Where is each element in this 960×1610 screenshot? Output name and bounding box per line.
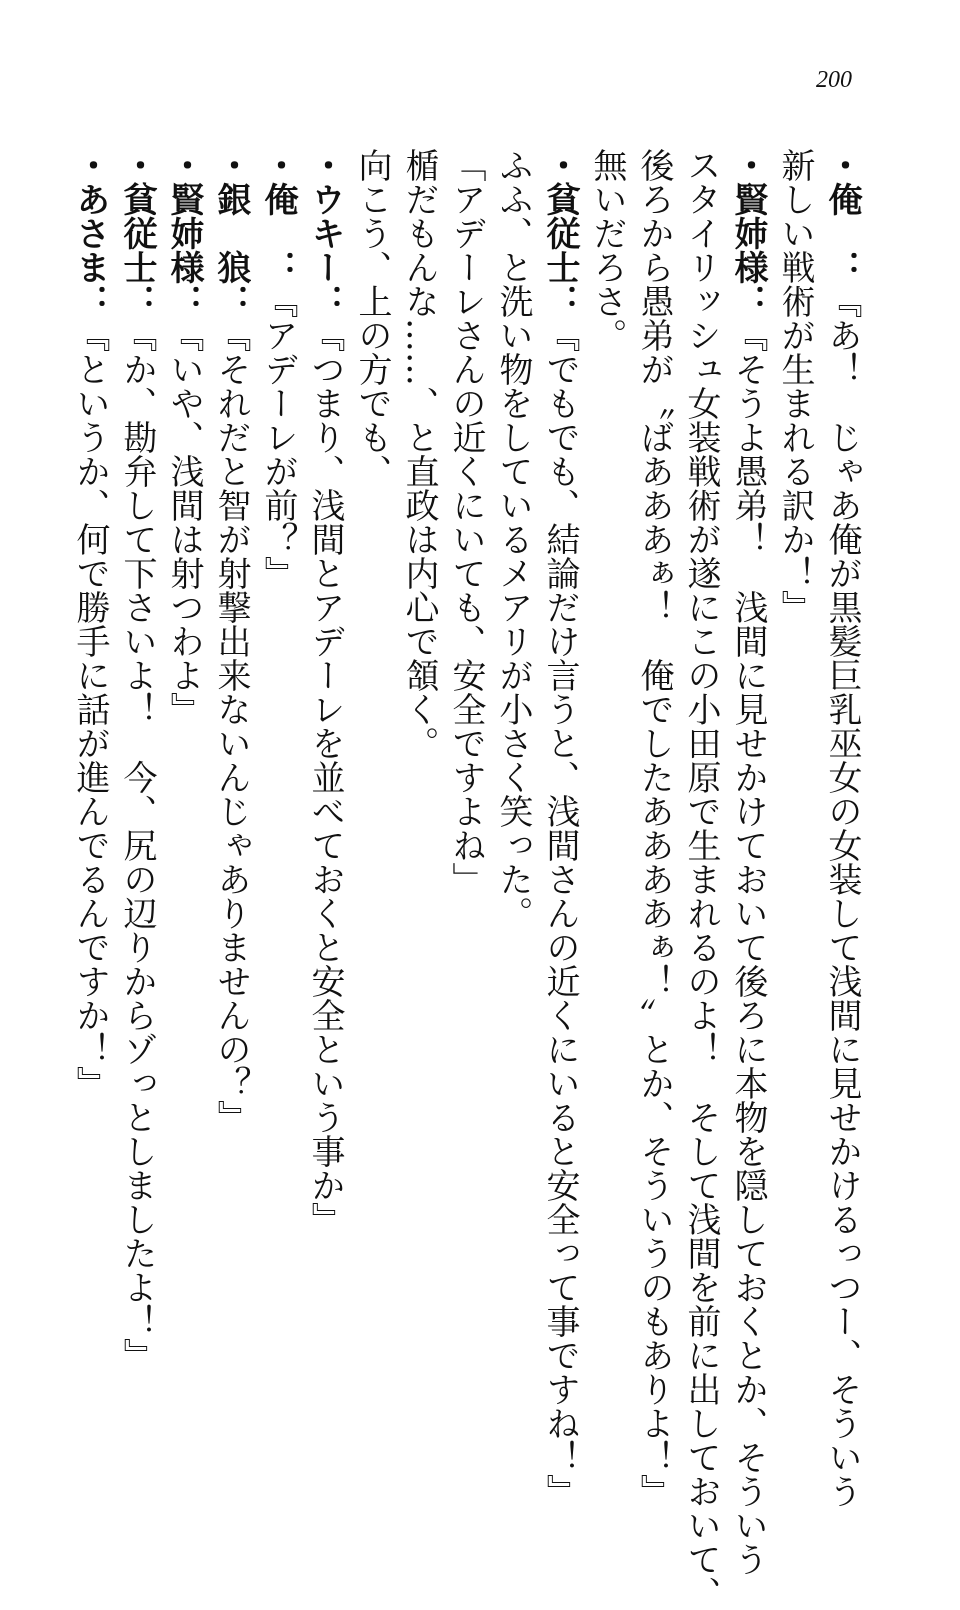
text-line <box>771 148 818 1288</box>
line-text: 『というか、何で勝手に話が進んでるんですか！』 <box>70 318 110 1100</box>
line-text: ふふ、と洗い物をしているメアリが小さく笑った。 <box>493 148 533 930</box>
speaker-label: ・ウキー： <box>305 148 345 318</box>
text-line <box>630 148 677 1508</box>
line-text: 『か、勘弁して下さいよ！ 今、尻の辺りからゾっとしましたよ！』 <box>117 318 157 1372</box>
text-line <box>113 148 160 1372</box>
text-line <box>442 148 489 1288</box>
line-text: 新しい戦術が生まれる訳か！』 <box>775 148 815 624</box>
line-text: 『でもでも、結論だけ言うと、浅間さんの近くにいると安全って事ですね！』 <box>540 318 580 1508</box>
speaker-label: ・俺 ： <box>822 148 862 284</box>
text-line <box>677 148 724 1610</box>
line-text: 無いだろさ。 <box>587 148 627 352</box>
line-text: 楯だもんな……、と直政は内心で頷く。 <box>399 148 439 760</box>
text-line <box>395 148 442 1288</box>
text-line <box>724 148 771 1576</box>
text-line <box>254 148 301 1288</box>
line-text: 『そうよ愚弟！ 浅間に見せかけておいて後ろに本物を隠しておくとか、そういう <box>728 318 768 1576</box>
line-text: 『あ！ じゃあ俺が黒髪巨乳巫女の女装して浅間に見せかけるっつー、そういう <box>822 284 862 1508</box>
line-text: 『つまり、浅間とアデーレを並べておくと安全という事か』 <box>305 318 345 1236</box>
text-line <box>301 148 348 1288</box>
line-text: 向こう、上の方でも、 <box>352 148 392 488</box>
text-line <box>583 148 630 1288</box>
text-line <box>207 148 254 1288</box>
speaker-label: ・賢姉様： <box>164 148 204 318</box>
line-text: 『アデーレが前？』 <box>258 284 298 590</box>
speaker-label: ・俺 ： <box>258 148 298 284</box>
line-text: スタイリッシュ女装戦術が遂にこの小田原で生まれるのよ！ そして浅間を前に出しておいて、 <box>681 148 721 1610</box>
vertical-text-block <box>66 148 865 1610</box>
text-line <box>536 148 583 1508</box>
speaker-label: ・あさま： <box>70 148 110 318</box>
speaker-label: ・貧従士： <box>117 148 157 318</box>
page-number: 200 <box>816 67 852 93</box>
text-line <box>489 148 536 1288</box>
line-text: 後ろから愚弟が〝ばあああぁ！ 俺でしたああああぁ！〟とか、そういうのもありよ！』 <box>634 148 674 1508</box>
line-text: 「アデーレさんの近くにいても、安全ですよね」 <box>446 148 486 896</box>
speaker-label: ・貧従士： <box>540 148 580 318</box>
text-line <box>348 148 395 1288</box>
speaker-label: ・賢姉様： <box>728 148 768 318</box>
line-text: 『それだと智が射撃出来ないんじゃありませんの？』 <box>211 318 251 1134</box>
line-text: 『いや、浅間は射つわよ』 <box>164 318 204 726</box>
text-line <box>818 148 865 1508</box>
text-line <box>160 148 207 1288</box>
text-line <box>66 148 113 1288</box>
speaker-label: ・銀 狼： <box>211 148 251 318</box>
